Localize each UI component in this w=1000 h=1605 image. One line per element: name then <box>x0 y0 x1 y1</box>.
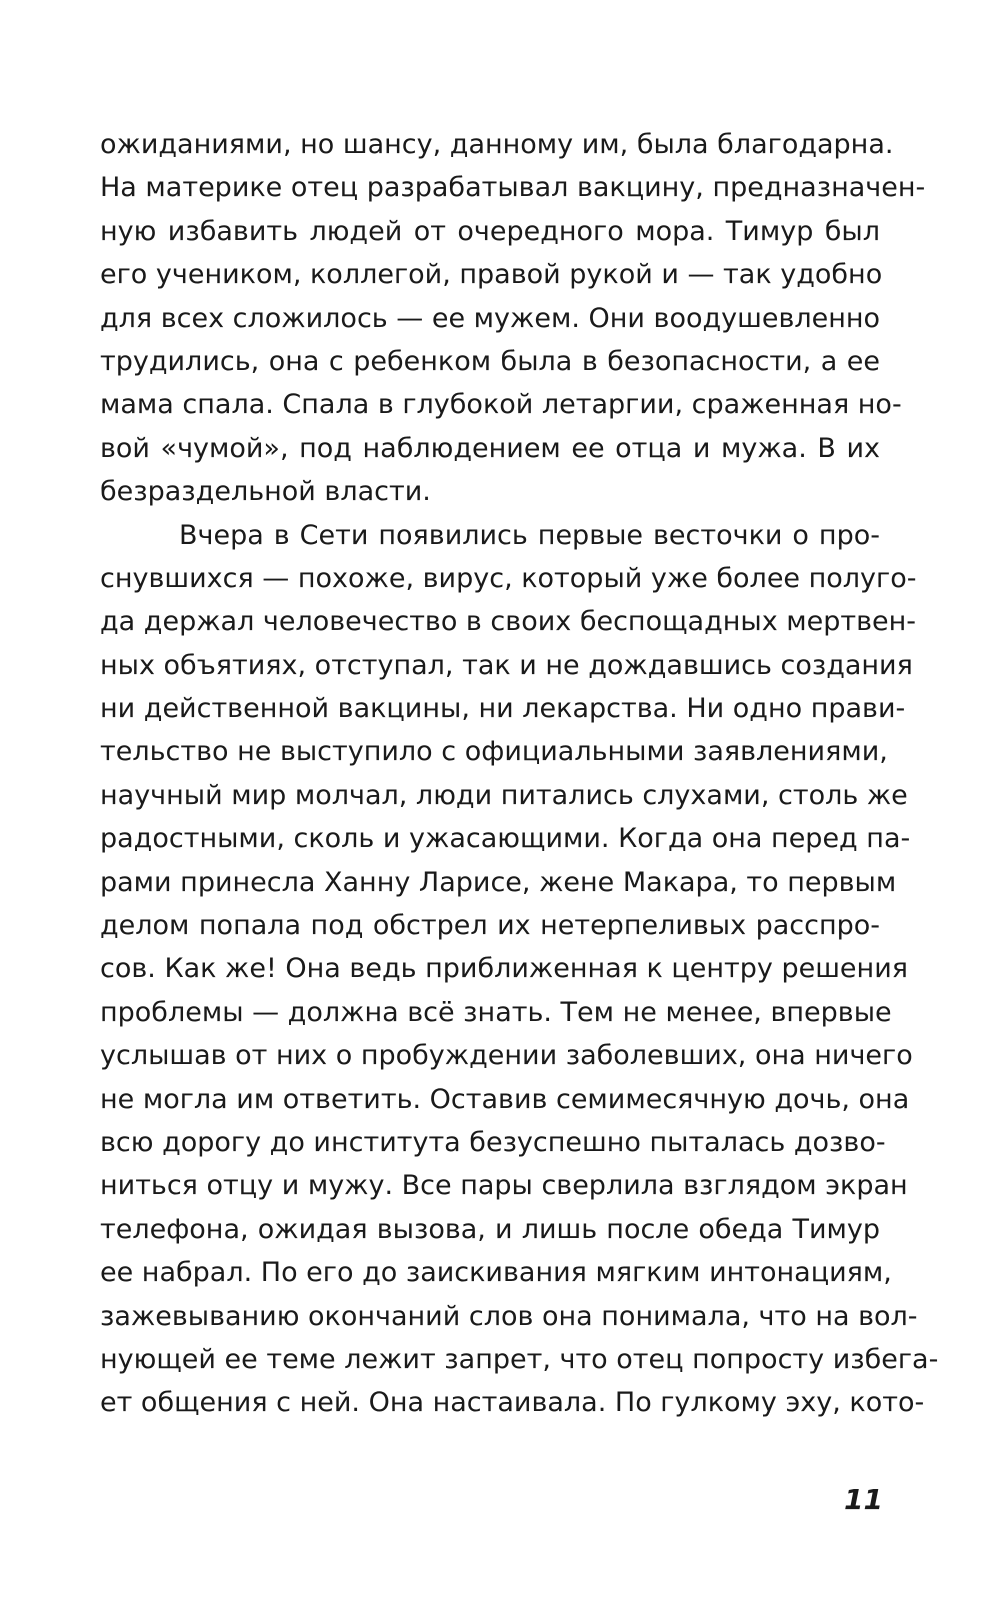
text-line: ных объятиях, отступал, так и не дождавшись создания <box>100 649 913 681</box>
text-line: всю дорогу до института безуспешно пыталась дозво- <box>100 1126 886 1158</box>
text-line: вой «чумой», под наблюдением ее отца и мужа. В их <box>100 432 880 464</box>
text-line: услышав от них о пробуждении заболевших, она ничего <box>100 1040 913 1072</box>
text-line: трудились, она с ребенком была в безопасности, а ее <box>100 345 880 377</box>
text-line: научный мир молчал, люди питались слухами, столь же <box>100 779 908 811</box>
text-line: ную избавить людей от очередного мора. Тимур был <box>100 215 880 247</box>
text-line: телефона, ожидая вызова, и лишь после обеда Тимур <box>100 1213 880 1245</box>
text-line: тельство не выступило с официальными заявлениями, <box>100 736 888 768</box>
body-text <box>100 123 939 1425</box>
text-line: его учеником, коллегой, правой рукой и — так удобно <box>100 259 883 291</box>
text-line: сов. Как же! Она ведь приближенная к центру решения <box>100 953 908 985</box>
text-line: нующей ее теме лежит запрет, что отец попросту избега- <box>100 1343 939 1375</box>
text-line: рами принесла Ханну Ларисе, жене Макара, то первым <box>100 866 897 898</box>
text-line: не могла им ответить. Оставив семимесячную дочь, она <box>100 1083 910 1115</box>
text-line: снувшихся — похоже, вирус, который уже более полуго- <box>100 562 917 594</box>
text-line: безраздельной власти. <box>100 476 431 508</box>
text-line: да держал человечество в своих беспощадных мертвен- <box>100 606 917 638</box>
text-line: ни действенной вакцины, ни лекарства. Ни одно прави- <box>100 693 906 725</box>
text-line: делом попала под обстрел их нетерпеливых расспро- <box>100 910 880 942</box>
text-line: ее набрал. По его до заискивания мягким интонациям, <box>100 1257 892 1289</box>
text-line: ожиданиями, но шансу, данному им, была благодарна. <box>100 129 894 160</box>
text-line: На материке отец разрабатывал вакцину, предназначен- <box>100 172 926 204</box>
text-line: Вчера в Сети появились первые весточки о про- <box>179 519 880 551</box>
text-line: ниться отцу и мужу. Все пары сверлила взглядом экран <box>100 1170 908 1202</box>
text-line: проблемы — должна всё знать. Тем не менее, впервые <box>100 996 892 1028</box>
text-line: радостными, сколь и ужасающими. Когда она перед па- <box>100 823 911 855</box>
text-line: ет общения с ней. Она настаивала. По гулкому эху, кото- <box>100 1387 925 1419</box>
text-line: для всех сложилось — ее мужем. Они воодушевленно <box>100 302 881 334</box>
text-line: зажевыванию окончаний слов она понимала, что на вол- <box>100 1300 918 1332</box>
text-line: мама спала. Спала в глубокой летаргии, сраженная но- <box>100 389 902 421</box>
page-number: 11 <box>844 1483 883 1516</box>
